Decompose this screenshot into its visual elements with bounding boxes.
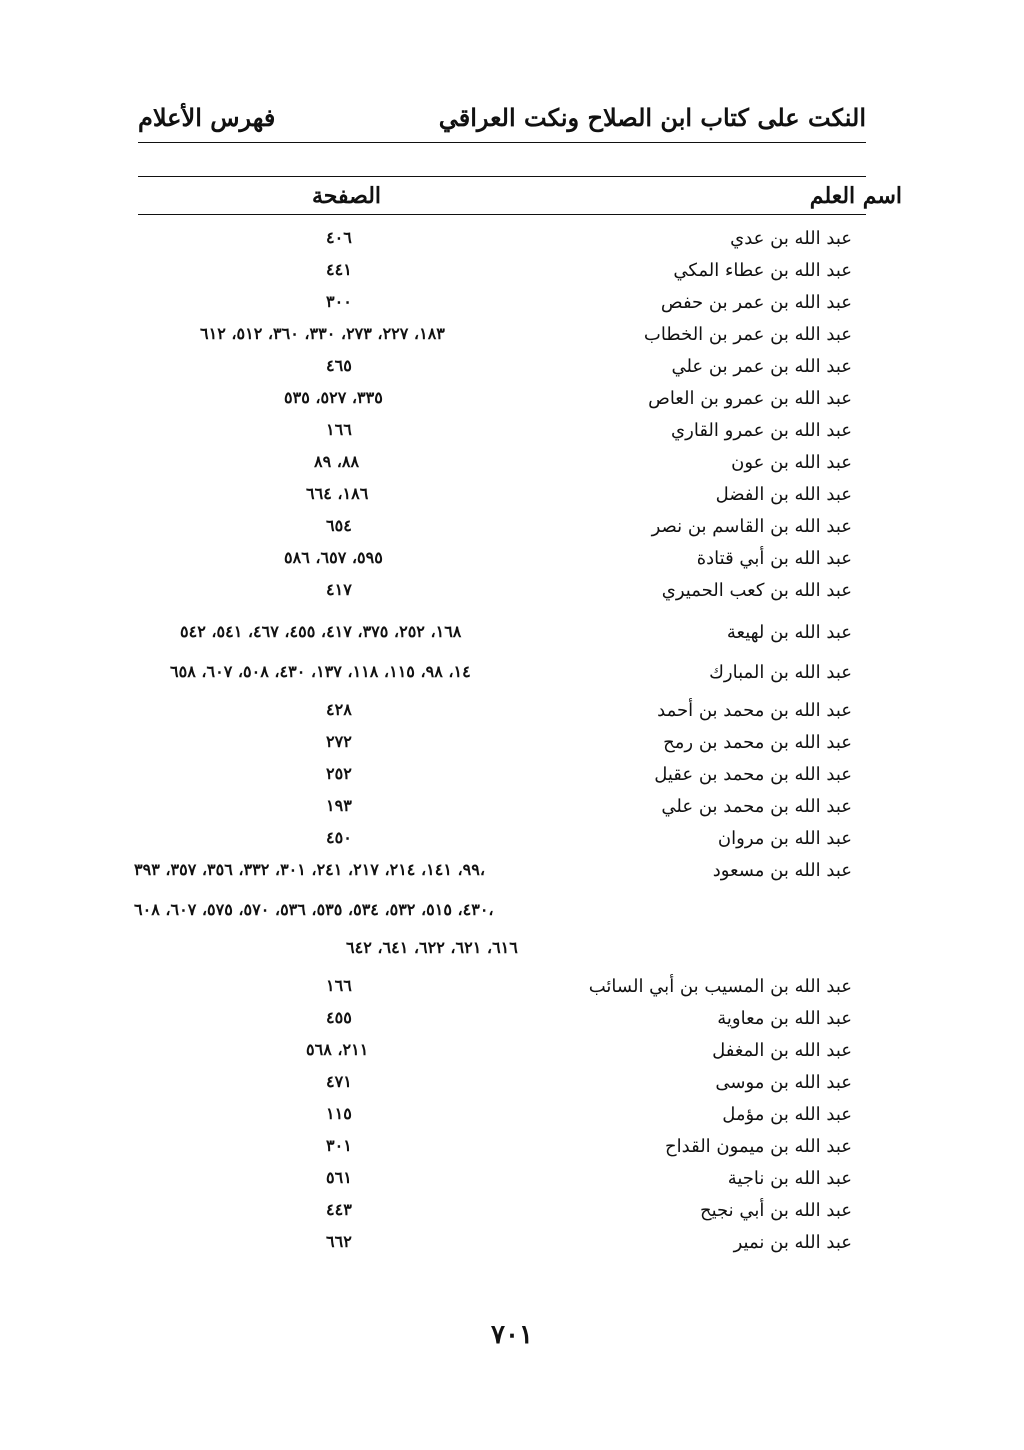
table-row	[0, 860, 1024, 890]
table-row	[0, 764, 1024, 794]
entry-pages: ١٩٣	[326, 796, 352, 815]
entry-pages-continuation: ٦١٦، ٦٢١، ٦٢٢، ٦٤١، ٦٤٢	[346, 938, 518, 957]
table-row	[0, 292, 1024, 322]
table-row	[0, 260, 1024, 290]
entry-pages: ٤٤١	[326, 260, 352, 279]
entry-name: عبد الله بن ناجية	[727, 1168, 852, 1189]
table-top-rule	[138, 176, 866, 177]
entry-name: عبد الله بن القاسم بن نصر	[651, 516, 852, 537]
entry-pages: ٤٢٨	[326, 700, 352, 719]
page-number: ٧٠١	[491, 1320, 533, 1350]
entry-name: عبد الله بن عون	[731, 452, 852, 473]
header-rule	[138, 142, 866, 143]
table-row	[0, 700, 1024, 730]
entry-name: عبد الله بن لهيعة	[726, 622, 852, 643]
entry-pages: ٢٧٢	[326, 732, 352, 751]
entry-pages: ٤١٧	[326, 580, 352, 599]
table-row	[0, 1232, 1024, 1262]
table-row	[0, 1168, 1024, 1198]
entry-pages: ٦٦٢	[326, 1232, 352, 1251]
entry-name: عبد الله بن عطاء المكي	[673, 260, 852, 281]
table-row	[0, 1136, 1024, 1166]
table-row	[0, 484, 1024, 514]
table-row	[0, 420, 1024, 450]
table-row	[0, 548, 1024, 578]
table-row	[0, 1104, 1024, 1134]
entry-pages: ٢٥٢	[326, 764, 352, 783]
entry-pages: ١٨٣، ٢٢٧، ٢٧٣، ٣٣٠، ٣٦٠، ٥١٢، ٦١٢	[200, 324, 445, 343]
entry-name: عبد الله بن أبي نجيح	[699, 1200, 852, 1221]
entry-name: عبد الله بن محمد بن رمح	[663, 732, 852, 753]
table-row	[0, 662, 1024, 692]
entry-pages: ٤٧١	[326, 1072, 352, 1091]
table-row	[0, 356, 1024, 386]
table-row	[0, 324, 1024, 354]
table-row	[0, 516, 1024, 546]
entry-name: عبد الله بن موسى	[715, 1072, 852, 1093]
table-row	[0, 228, 1024, 258]
entry-pages: ٤٤٣	[326, 1200, 352, 1219]
entry-pages: ٥٩٥، ٦٥٧، ٥٨٦	[284, 548, 383, 567]
entry-pages: ٩٩، ١٤١، ٢١٤، ٢١٧، ٢٤١، ٣٠١، ٣٣٢، ٣٥٦، ٣٥٧، ٣٩٣،	[134, 860, 485, 879]
table-row	[0, 828, 1024, 858]
entry-name: عبد الله بن ميمون القداح	[665, 1136, 852, 1157]
table-row	[0, 1200, 1024, 1230]
entry-pages-continuation: ٤٣٠، ٥١٥، ٥٣٢، ٥٣٤، ٥٣٥، ٥٣٦، ٥٧٠، ٥٧٥، ٦٠٧، ٦٠٨،	[134, 900, 494, 919]
entry-name: عبد الله بن عمر بن علي	[671, 356, 852, 377]
entry-name: عبد الله بن أبي قتادة	[696, 548, 852, 569]
entry-pages: ٣٠٠	[326, 292, 352, 311]
entry-pages: ٤٠٦	[326, 228, 352, 247]
entry-name: عبد الله بن مسعود	[712, 860, 852, 881]
entry-name: عبد الله بن المبارك	[709, 662, 852, 683]
table-row	[0, 622, 1024, 652]
entry-pages: ١١٥	[326, 1104, 352, 1123]
entry-name: عبد الله بن عمر بن حفص	[660, 292, 852, 313]
entry-name: عبد الله بن نمير	[733, 1232, 852, 1253]
entry-name: عبد الله بن عمرو بن العاص	[648, 388, 852, 409]
entry-pages: ٥٦١	[326, 1168, 352, 1187]
table-row	[0, 1008, 1024, 1038]
entry-name: عبد الله بن محمد بن أحمد	[657, 700, 852, 721]
table-row	[0, 1072, 1024, 1102]
entry-pages: ١٦٦	[326, 976, 352, 995]
column-header-pages: الصفحة	[312, 183, 382, 209]
entry-pages: ١٦٦	[326, 420, 352, 439]
entry-pages: ١٨٦، ٦٦٤	[306, 484, 369, 503]
entry-pages: ١٦٨، ٢٥٢، ٣٧٥، ٤١٧، ٤٥٥، ٤٦٧، ٥٤١، ٥٤٢	[180, 622, 462, 641]
entry-name: عبد الله بن عدي	[730, 228, 852, 249]
entry-pages: ٤٦٥	[326, 356, 352, 375]
entry-pages: ٤٥٠	[326, 828, 352, 847]
section-title: فهرس الأعلام	[138, 103, 276, 132]
table-row	[0, 796, 1024, 826]
entry-name: عبد الله بن مؤمل	[722, 1104, 852, 1125]
table-row	[0, 732, 1024, 762]
entry-name: عبد الله بن المغفل	[712, 1040, 852, 1061]
table-row	[0, 388, 1024, 418]
table-row	[0, 452, 1024, 482]
entry-name: عبد الله بن معاوية	[717, 1008, 852, 1029]
entry-name: عبد الله بن محمد بن عقيل	[654, 764, 852, 785]
table-header-rule	[138, 214, 866, 215]
entry-pages: ٣٠١	[326, 1136, 352, 1155]
entry-pages: ١٤، ٩٨، ١١٥، ١١٨، ١٣٧، ٤٣٠، ٥٠٨، ٦٠٧، ٦٥٨	[170, 662, 471, 681]
entry-name: عبد الله بن الفضل	[715, 484, 852, 505]
entry-pages: ٣٣٥، ٥٢٧، ٥٣٥	[284, 388, 383, 407]
entry-pages: ٢١١، ٥٦٨	[306, 1040, 369, 1059]
entry-name: عبد الله بن مروان	[717, 828, 852, 849]
entry-name: عبد الله بن المسيب بن أبي السائب	[588, 976, 852, 997]
entry-pages: ٦٥٤	[326, 516, 352, 535]
entry-pages: ٤٥٥	[326, 1008, 352, 1027]
entry-name: عبد الله بن محمد بن علي	[661, 796, 852, 817]
table-row	[0, 580, 1024, 610]
column-header-name: اسم العلم	[809, 183, 902, 209]
entry-pages: ٨٨، ٨٩	[314, 452, 360, 471]
running-title: النكت على كتاب ابن الصلاح ونكت العراقي	[438, 103, 866, 132]
table-row	[0, 976, 1024, 1006]
entry-name: عبد الله بن عمرو القاري	[671, 420, 852, 441]
entry-name: عبد الله بن كعب الحميري	[661, 580, 852, 601]
table-row	[0, 1040, 1024, 1070]
entry-name: عبد الله بن عمر بن الخطاب	[643, 324, 852, 345]
